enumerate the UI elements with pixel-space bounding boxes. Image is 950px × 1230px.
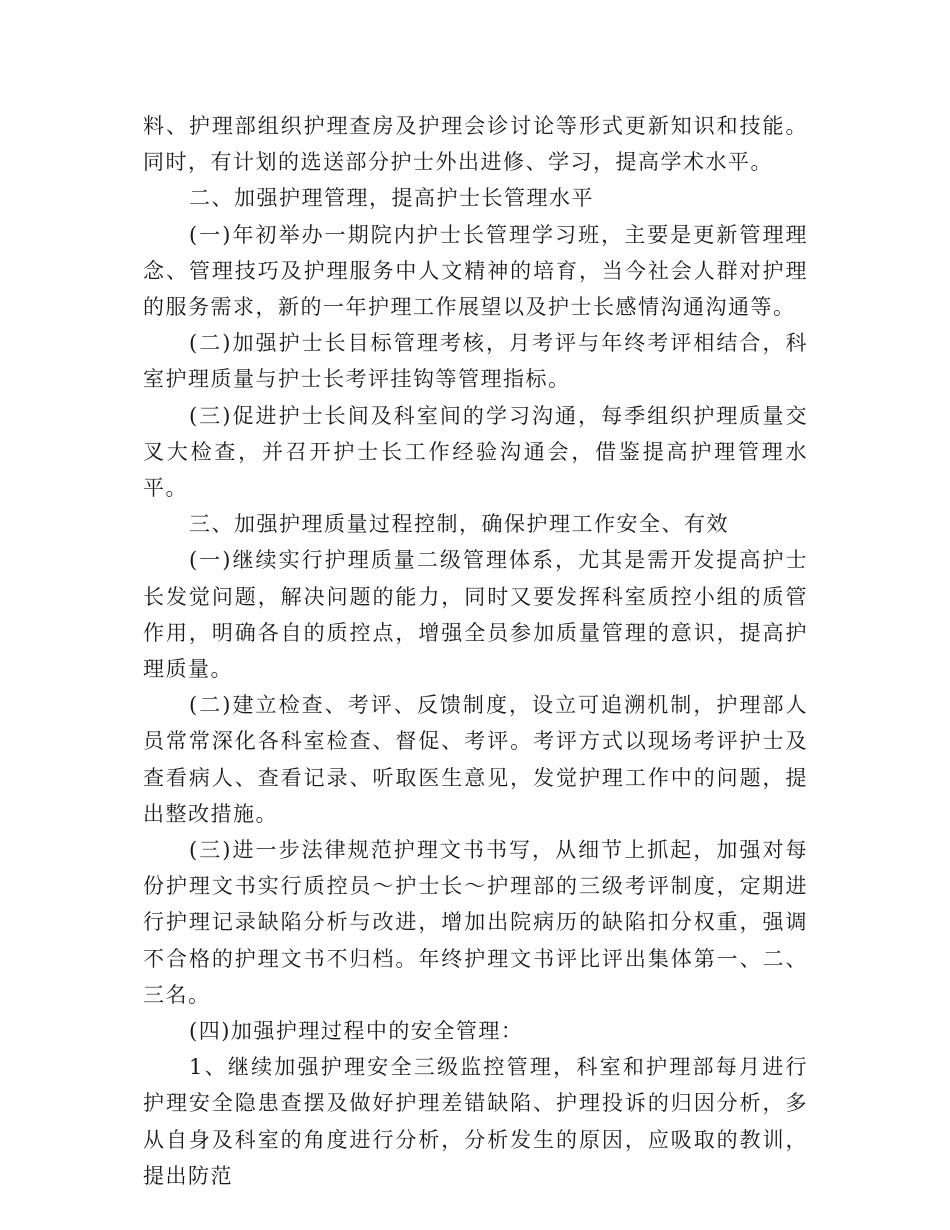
paragraph-2-3: (三)促进护士长间及科室间的学习沟通，每季组织护理质量交叉大检查，并召开护士长工作经验沟通会，借鉴提高护理管理水平。	[143, 403, 808, 501]
paragraph-continuation: 料、护理部组织护理查房及护理会诊讨论等形式更新知识和技能。同时，有计划的选送部分护士外出进修、学习，提高学术水平。	[143, 114, 808, 175]
paragraph-3-4-item-1: 1、继续加强护理安全三级监控管理，科室和护理部每月进行护理安全隐患查摆及做好护理差错缺陷、护理投诉的归因分析，多从自身及科室的角度进行分析，分析发生的原因，应吸取的教训，提出防范	[143, 1055, 808, 1188]
section-heading-3: 三、加强护理质量过程控制，确保护理工作安全、有效	[189, 512, 729, 537]
document-body	[143, 108, 808, 1194]
paragraph-2-1: (一)年初举办一期院内护士长管理学习班，主要是更新管理理念、管理技巧及护理服务中人文精神的培育，当今社会人群对护理的服务需求，新的一年护理工作展望以及护士长感情沟通沟通等。	[143, 222, 808, 320]
paragraph-3-1: (一)继续实行护理质量二级管理体系，尤其是需开发提高护士长发觉问题，解决问题的能力，同时又要发挥科室质控小组的质管作用，明确各自的质控点，增强全员参加质量管理的意识，提高护理质量。	[143, 548, 808, 682]
paragraph-3-3: (三)进一步法律规范护理文书书写，从细节上抓起，加强对每份护理文书实行质控员～护士长～护理部的三级考评制度，定期进行护理记录缺陷分析与改进，增加出院病历的缺陷扣分权重，强调不合格的护理文书不归档。年终护理文书评比评出集体第一、二、三名。	[143, 838, 808, 1007]
section-heading-2: 二、加强护理管理，提高护士长管理水平	[189, 186, 594, 211]
paragraph-2-2: (二)加强护士长目标管理考核，月考评与年终考评相结合，科室护理质量与护士长考评挂钩等管理指标。	[143, 331, 808, 392]
paragraph-3-2: (二)建立检查、考评、反馈制度，设立可追溯机制，护理部人员常常深化各科室检查、督促、考评。考评方式以现场考评护士及查看病人、查看记录、听取医生意见，发觉护理工作中的问题，提出整改措施。	[143, 693, 808, 826]
paragraph-3-4-heading: (四)加强护理过程中的安全管理：	[189, 1019, 524, 1044]
